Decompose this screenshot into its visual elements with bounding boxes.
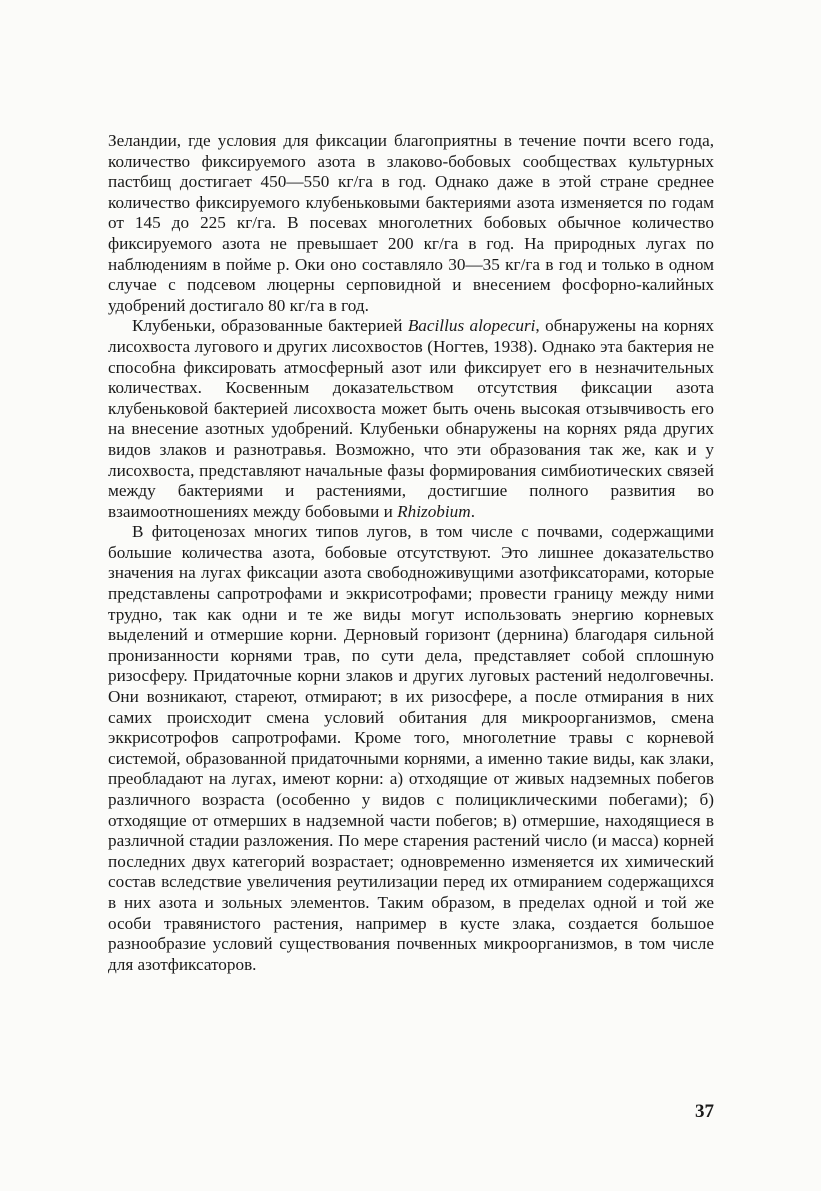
paragraph-2-text-end: . bbox=[470, 501, 475, 521]
paragraph-3-text: В фитоценозах многих типов лугов, в том числе с почвами, содержащими большие количества азота, бобовые отсутствуют. Это лишнее доказательство значения на лугах фиксации азота свободноживущими азотфиксаторами, которые представлены сапротрофами и эккрисотрофами; провести границу между ними трудно, так как одни и те же виды могут использовать энергию корневых выделений и отмершие корни. Дерновый горизонт (дернина) благодаря сильной пронизанности корнями трав, по сути дела, представляет собой сплошную ризосферу. Придаточные корни злаков и других луговых растений недолговечны. Они возникают, стареют, отмирают; в их ризосфере, а после отмирания в них самих происходит смена условий обитания для микроорганизмов, смена эккрисотрофов сапротрофами. Кроме того, многолетние травы с корневой системой, образованной придаточными корнями, а именно такие виды, как злаки, преобладают на лугах, имеют корни: а) отходящие от живых надземных побегов различного возраста (особенно у видов с полициклическими побегами); б) отходящие от отмерших в надземной части побегов; в) отмершие, находящиеся в различной стадии разложения. По мере старения растений число (и масса) корней последних двух категорий возрастает; одновременно изменяется их химический состав вследствие увеличения реутилизации перед их отмиранием содержащихся в них азота и зольных элементов. Таким образом, в пределах одной и той же особи травянистого растения, например в кусте злака, создается большое разнообразие условий существования почвенных микроорганизмов, в том числе для азотфиксаторов. bbox=[108, 522, 714, 974]
paragraph-1 bbox=[108, 131, 714, 316]
page-number: 37 bbox=[695, 1101, 714, 1122]
paragraph-2 bbox=[108, 316, 714, 522]
paragraph-3 bbox=[108, 522, 714, 975]
body-text bbox=[108, 131, 714, 975]
species-name-bacillus: Bacillus alopecuri bbox=[407, 316, 536, 336]
paragraph-2-text-middle: , обнаружены на корнях лисохвоста лугового и других лисохвостов (Ногтев, 1938). Однако эта бактерия не способна фиксировать атмосферный азот или фиксирует его в незначительных количествах. Косвенным доказательством отсутствия фиксации азота клубеньковой бактерией лисохвоста может быть очень высокая отзывчивость его на внесение азотных удобрений. Клубеньки обнаружены на корнях ряда других видов злаков и разнотравья. Возможно, что эти образования так же, как и у лисохвоста, представляют начальные фазы формирования симбиотических связей между бактериями и растениями, достигшие полного развития во взаимоотношениях между бобовыми и bbox=[108, 316, 714, 521]
paragraph-1-text: Зеландии, где условия для фиксации благоприятны в течение почти всего года, количество фиксируемого азота в злаково-бобовых сообществах культурных пастбищ достигает 450—550 кг/га в год. Однако даже в этой стране среднее количество фиксируемого клубеньковыми бактериями азота изменяется по годам от 145 до 225 кг/га. В посевах многолетних бобовых обычное количество фиксируемого азота не превышает 200 кг/га в год. На природных лугах по наблюдениям в пойме р. Оки оно составляло 30—35 кг/га в год и только в одном случае с подсевом люцерны серповидной и внесением фосфорно-калийных удобрений достигало 80 кг/га в год. bbox=[108, 131, 714, 315]
genus-name-rhizobium: Rhizobium bbox=[397, 501, 471, 521]
paragraph-2-text-start: Клубеньки, образованные бактерией bbox=[132, 316, 408, 336]
